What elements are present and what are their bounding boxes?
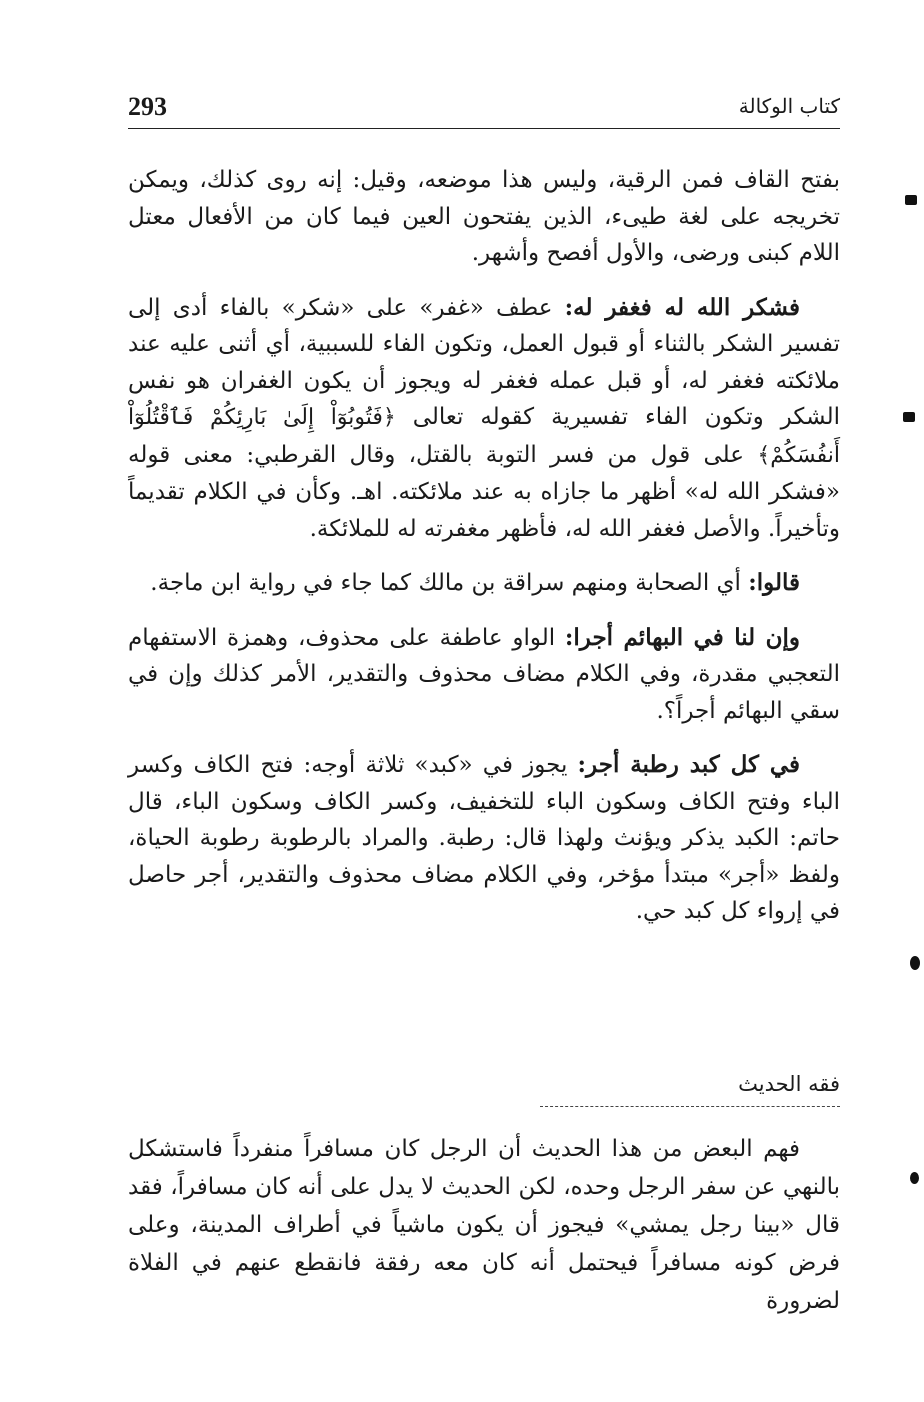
lemma-kabid: في كل كبد رطبة أجر: [577, 751, 800, 778]
page-header [128, 88, 840, 129]
paragraph-2-text-b: على قول من فسر التوبة بالقتل، وقال القرطبي: معنى قوله «فشكر الله له» أظهر ما جازاه به عند ملائكته. اهـ. وكأن في الكلام تقديماً وتأخيراً. والأصل فغفر الله له، فأظهر مغفرته له للملائكة. [128, 441, 840, 542]
section-heading: فقه الحديث [540, 1072, 840, 1107]
main-text [128, 162, 840, 948]
paragraph-5 [128, 747, 840, 930]
margin-mark [905, 195, 917, 205]
paragraph-2 [128, 290, 840, 548]
page-number: 293 [128, 92, 167, 121]
paragraph-1 [128, 162, 840, 272]
lemma-qalu: قالوا: [748, 569, 800, 596]
section-heading-wrap [540, 1072, 840, 1107]
paragraph-4 [128, 620, 840, 730]
margin-mark [910, 1172, 919, 1184]
paragraph-4-text: الواو عاطفة على محذوف، وهمزة الاستفهام التعجبي مقدرة، وفي الكلام مضاف محذوف والتقدير، الأمر كذلك وإن في سقي البهائم أجراً؟. [128, 624, 840, 724]
paragraph-5-text: يجوز في «كبد» ثلاثة أوجه: فتح الكاف وكسر الباء وفتح الكاف وسكون الباء للتخفيف، وكسر الكاف وسكون الباء، قال حاتم: الكبد يذكر ويؤنث ولهذا قال: رطبة. والمراد بالرطوبة رطوبة الحياة، ولفظ «أجر» مبتدأ مؤخر، وفي الكلام مضاف محذوف والتقدير، أجر حاصل في إرواء كل كبد حي. [128, 752, 840, 924]
margin-mark [910, 956, 920, 970]
lemma-fashakara: فشكر الله له فغفر له: [564, 293, 800, 321]
section-text: فهم البعض من هذا الحديث أن الرجل كان مسافراً منفرداً فاستشكل بالنهي عن سفر الرجل وحده، لكن الحديث لا يدل على أنه كان مسافراً، فقد قال «بينا رجل يمشي» فيجوز أن يكون ماشياً في أطراف المدينة، وعلى فرض كونه مسافراً فيحتمل أنه كان معه رفقة فانقطع عنهم في الفلاة لضرورة [128, 1136, 840, 1314]
margin-mark [903, 412, 915, 422]
paragraph-3 [128, 565, 840, 602]
quran-quote: ﴿فَتُوبُوٓاْ إِلَىٰ بَارِئِكُمْ فَٱقْتُلُوٓاْ أَنفُسَكُمْ﴾ [128, 405, 840, 468]
paragraph-1-text: بفتح القاف فمن الرقية، وليس هذا موضعه، وقيل: إنه روى كذلك، ويمكن تخريجه على لغة طيىء، الذين يفتحون العين فيما كان من الأفعال معتل اللام كبنى ورضى، والأول أفصح وأشهر. [128, 167, 840, 266]
paragraph-2-text-a: عطف «غفر» على «شكر» بالفاء أدى إلى تفسير الشكر بالثناء أو قبول العمل، وتكون الفاء للسببية، أي أثنى عليه عند ملائكته فغفر له، أو قبل عمله فغفر له ويجوز أن يكون الغفران هو نفس الشكر وتكون الفاء تفسيرية كقوله تعالى [128, 294, 840, 430]
paragraph-3-text: أي الصحابة ومنهم سراقة بن مالك كما جاء في رواية ابن ماجة. [150, 570, 749, 596]
running-title: كتاب الوكالة [738, 94, 840, 118]
lemma-bahaim: وإن لنا في البهائم أجرا: [564, 623, 800, 651]
